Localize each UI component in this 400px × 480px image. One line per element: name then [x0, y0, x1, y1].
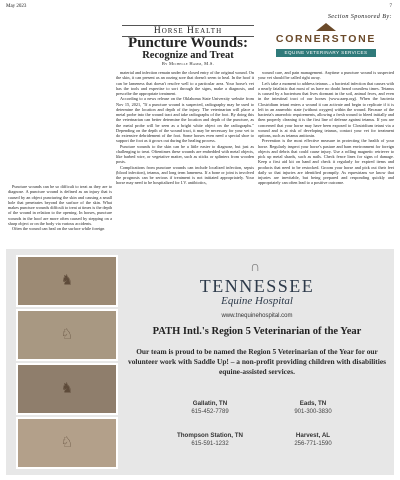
ad-photo-family [16, 417, 118, 469]
location-name: Harvest, AL [295, 432, 331, 439]
article-paragraph: wound care, and pain management. Anytime a puncture wound is suspected your vet should be called right away. [258, 70, 394, 81]
sponsor-logo-tagline: EQUINE VETERINARY SERVICES [276, 49, 376, 57]
location-thompson-station [165, 432, 255, 448]
article-paragraph: Prevention is the most effective measure in protecting the health of your horse. Regularly inspect your horse's pasture and barn environment for foreign objects and debris that could cause injury. Use a rolling magnetic retriever to pick up metal shards, such as nails. Check fence lines for signs of damage. Keep a first aid kit on hand and check it regularly for expired items and products that need to be restocked. Groom your horse and pick out their feet daily so that injuries are identified promptly. As equestrians we know that injuries are inevitable, but being prepared and responding quickly and appropriately can often lead to a positive outcome. [258, 138, 394, 186]
article-column-1 [8, 184, 112, 231]
sponsor-label: Section Sponsored By: [327, 13, 392, 20]
sponsor-logo[interactable] [270, 23, 382, 61]
ad-photo-therapy [16, 363, 118, 415]
location-phone[interactable]: 615-591-1232 [191, 441, 229, 447]
horse-photo-icon: ♞ [60, 273, 74, 289]
article-paragraph: Complications from puncture wounds can include localized infection, sepsis (blood infection), tetanus, and long term lameness. If a bone or joint is involved the prognosis can be serious if treatment is not initiated appropriately. Your horse may need to be hospitalized for I.V. antibiotics, [116, 164, 254, 186]
article-paragraph: Often the wound can heal on the surface while foreign [12, 226, 105, 231]
page-number: 7 [389, 4, 392, 9]
ad-photo-rider [16, 309, 118, 361]
location-phone[interactable]: 256-771-1590 [294, 441, 332, 447]
hospital-website-link[interactable]: www.tnequinehospital.com [221, 313, 293, 319]
location-phone[interactable]: 615-452-7789 [191, 409, 229, 415]
location-harvest [268, 432, 358, 448]
family-photo-icon: ♘ [60, 435, 74, 451]
article-paragraph: Puncture wounds to the skin can be a little easier to diagnose, but just as challenging to treat. Oftentimes these wounds are embedded with metal objects, like barbed wire, or vegetative matter, such as sticks or splinters from wooden posts. [116, 143, 254, 165]
location-gallatin [165, 400, 255, 416]
article-paragraph: According to a news release on the Oklahoma State University website from Nov 15, 2021, "If a puncture wound is suspected, radiography may be used to determine the location and depth of the injury. The veterinarian will place a metal probe into the wound tract and take radiographs of the foot. By doing this the veterinarian can better determine the location and depth of the puncture, as the metal probe will be seen as a bright white object on the radiographs." Depending on the depth of the wound tract, it may be necessary for your vet to do extensive debridement of the foot. Some horses even need a special shoe to support the foot as it grows out during the healing process. [116, 96, 254, 144]
sponsor-logo-name: CORNERSTONE [275, 33, 377, 45]
therapy-photo-icon: ♞ [60, 381, 74, 397]
location-name: Gallatin, TN [192, 400, 228, 407]
hospital-subtitle: Equine Hospital [221, 295, 293, 307]
article-paragraph: Let's take a moment to address tetanus – a bacterial infection that causes with a nearly fatalistic that most of us have no doubt heard countless times. Tetanus is caused by a bacterium that lives dormant in the soil, animal feces, and even in the intestinal tract of our horses (www.aaep.org). When the bacteria Clostridium tetani enters a wound it can activate and begin to replicate if it is left in an anaerobic state (without oxygen) within the wound. Because of the bacteria's anaerobic requirements, allowing a fresh wound to bleed initially and then properly cleaning it is the first line of defense against tetanus. If you are concerned that your horse may have been exposed to Clostridium tetani via a wound and is at risk of developing tetanus, contact your vet for treatment options, such as tetanus antitoxin. [258, 80, 394, 138]
article-column-2 [116, 70, 254, 186]
hospital-advertisement[interactable] [6, 249, 394, 475]
article-paragraph: Puncture wounds can be so difficult to treat as they are to diagnose. A puncture wound is defined as an injury that is caused by an object puncturing the skin and causing a small hole that penetrates beyond the surface of the skin. What makes puncture wounds difficult to treat at times is the depth of the wound in relation to the opening. In horses, puncture wounds in the hoof are more often caused by stepping on a sharp object or on the body via various accidents. [8, 184, 112, 226]
article-column-3 [258, 70, 394, 186]
location-eads [268, 400, 358, 416]
ad-body: Our team is proud to be named the Region 5 Veterinarian of the Year for our volunteer work with Saddle Up! – a non-profit providing children with disabilities equine-assisted services. [128, 347, 386, 376]
location-name: Thompson Station, TN [177, 432, 243, 439]
horseshoe-icon: ∩ [250, 260, 261, 275]
article-byline: By Michelle Hamm, M.S. [161, 61, 215, 66]
article-subtitle: Recognize and Treat [142, 50, 234, 61]
roof-icon [316, 23, 336, 31]
rider-photo-icon: ♘ [60, 327, 74, 343]
location-phone[interactable]: 901-300-3830 [294, 409, 332, 415]
ad-photo-horse [16, 255, 118, 307]
article-title: Puncture Wounds: [128, 35, 248, 51]
ad-headline: PATH Intl.'s Region 5 Veterinarian of the Year [152, 326, 362, 337]
issue-date: May 2023 [6, 4, 27, 9]
section-title: Horse Health [153, 26, 223, 36]
article-paragraph: material and infection remain under the closed entry of the original wound. On the skin, it can present as an oozing sore that doesn't seem to heal. In the hoof it can be lameness that doesn't resolve well to a particular area. Your horse's vet has the tools and expertise to sort through the signs, make a diagnosis, and prescribe the appropriate treatment. [116, 70, 254, 96]
hospital-name: TENNESSEE [199, 276, 315, 296]
location-name: Eads, TN [299, 400, 327, 407]
